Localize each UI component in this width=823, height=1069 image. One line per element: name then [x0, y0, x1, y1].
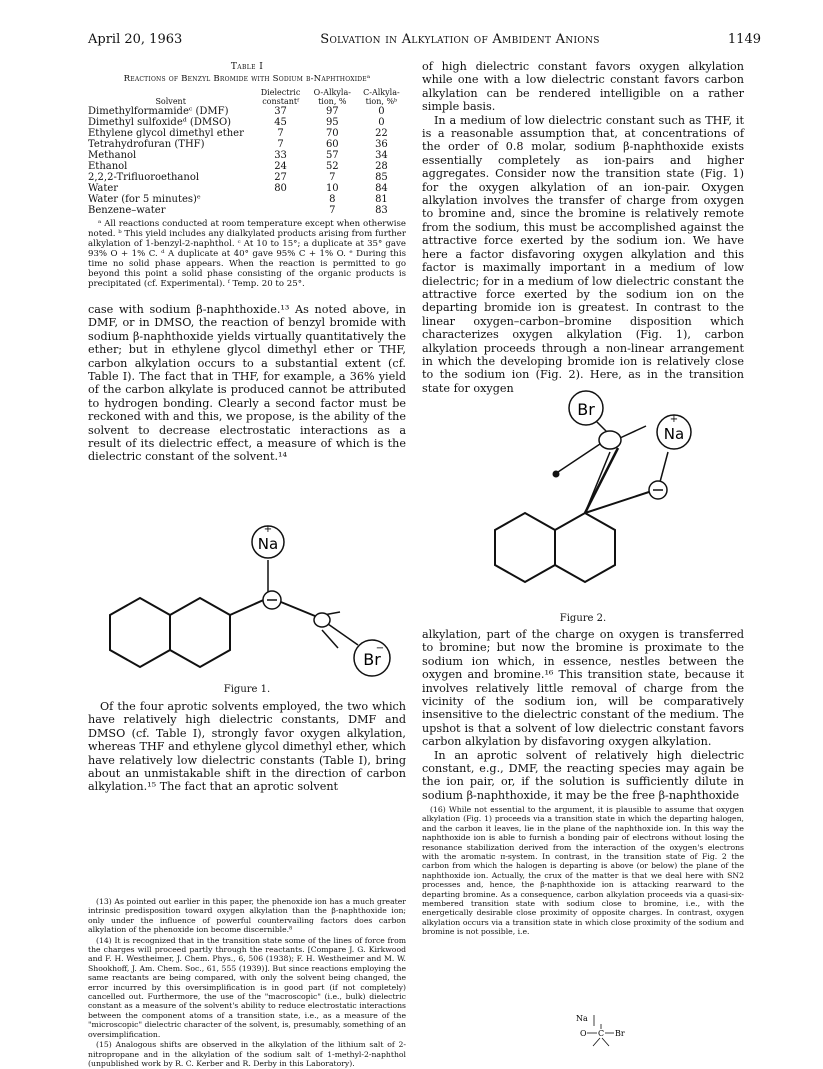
footnote: (15) Analogous shifts are observed in the alkylation of the lithium salt of 2-nitropropane and in the alkylation of the sodium salt of 1-methyl-2-naphthol (unpublished work by R. C. Kerber and R. Derby in this Laboratory). — [88, 1040, 406, 1068]
naphthalene-ring-right — [170, 598, 230, 667]
table-cell: 37 — [274, 106, 287, 117]
table-cell: 95 — [325, 117, 339, 128]
carbon-atom — [599, 431, 621, 449]
naphthalene-ring-left — [495, 513, 555, 582]
footnote: (14) It is recognized that in the transition state some of the lines of force from the charges will proceed partly through the reactants. [Compare J. G. Kirkwood and F. H. Westheimer, J. Chem. Phys., 6, 506 (1938); F. H. Westheimer and M. W. Shookhoff, J. Am. Chem. Soc., 61, 555 (1939)]. But since reactions employing the same reactants are being compared, with only the solvent being changed, the error incurred by this oversimplification is in good part (if not completely) cancelled out. Furthermore, the use of the "macroscopic" (i.e., bulk) dielectric constant as a measure of the solvent's ability to reduce electrostatic interactions between the component atoms of a transition state, i.e., as a measure of the "microscopic" dielectric character of the solvent, is, presumably, something of an oversimplification. — [88, 935, 406, 1039]
sodium-label: Na — [663, 425, 685, 443]
bromine-label: Br — [363, 650, 381, 669]
table-cell: 84 — [375, 183, 388, 194]
table-cell: 7 — [277, 139, 284, 150]
page-number: 1149 — [727, 32, 761, 47]
table-cell: Ethylene glycol dimethyl ether — [88, 128, 244, 139]
table-col-header: Solvent — [155, 97, 186, 106]
figure-1-diagram — [100, 520, 400, 690]
body-paragraph: alkylation, part of the charge on oxygen is transferred to bromine; but now the bromine is proximate to the sodium ion which, in essence, nestles between the oxygen and bromine.¹⁶ This transition state, because it involves relatively little removal of charge from the vicinity of the sodium ion, will be comparatively insensitive to the dielectric constant of the medium. The upshot is that a solvent of low dielectric constant favors carbon alkylation by disfavoring oxygen alkylation. — [422, 628, 744, 749]
naphthalene-ring-right — [555, 513, 615, 582]
table-row — [88, 139, 406, 150]
figure-2-caption: Figure 2. — [559, 613, 607, 624]
table-cell: 97 — [325, 106, 339, 117]
table-cell: Methanol — [88, 150, 137, 161]
left-column-top — [88, 60, 406, 464]
table-col-header: O-Alkyla-tion, % — [313, 88, 351, 106]
svg-text:+: + — [263, 524, 273, 535]
table-row — [88, 128, 406, 139]
table-cell: 28 — [375, 161, 388, 172]
table-cell: 83 — [375, 205, 388, 216]
table-title: Reactions of Benzyl Bromide with Sodium β-Naphthoxideᵃ — [123, 74, 371, 84]
table-cell — [253, 205, 307, 216]
footnote: (13) As pointed out earlier in this paper, the phenoxide ion has a much greater intrinsic predisposition toward oxygen alkylation than the β-naphthoxide ion; only under the influence of powerful countervailing factors does carbon alkylation of the phenoxide ion become discernible.⁸ — [88, 897, 406, 935]
table-cell: Dimethylformamideᶜ (DMF) — [88, 106, 229, 117]
table-footnote: ᵃ All reactions conducted at room temperature except when otherwise noted. ᵇ This yield includes any dialkylated products arising from further alkylation of 1-benzyl-2-naphthol. ᶜ At 10 to 15°; a duplicate at 35° gave 93% O + 1% C. ᵈ A duplicate at 40° gave 95% C + 1% O. ᵉ During this time no solid phase appears. When the reaction is permitted to go beyond this point a solid phase consisting of the organic products is precipitated (cf. Experimental). ᶠ Temp. 20 to 25°. — [88, 219, 406, 289]
header-date: April 20, 1963 — [88, 32, 183, 47]
table-cell: Water — [88, 183, 119, 194]
table-cell: 7 — [329, 205, 336, 216]
footnote: (16) While not essential to the argument, it is plausible to assume that oxygen alkylation (Fig. 1) proceeds via a transition state in which the departing halogen, and the carbon it leaves, lie in the plane of the naphthoxide ion. In this way the naphthoxide ion is able to furnish a bonding pair of electrons without losing the resonance stabilization derived from the interaction of the oxygen's electrons with the aromatic π-system. In contrast, in the transition state of Fig. 2 the carbon from which the halogen is departing is above (or below) the plane of the naphthoxide ion. Actually, the crux of the matter is that we deal here with SN2 processes and, hence, the β-naphthoxide ion is attacking rearward to the departing bromine. As a consequence, carbon alkylation proceeds via a quasi-six-membered transition state with sodium close to bromine, i.e., with the energetically desirable close proximity of opposite charges. In contrast, oxygen alkylation occurs via a transition state in which close proximity of the sodium and bromine is not possible, i.e. — [422, 805, 744, 937]
table-row — [88, 172, 406, 183]
figure-1-caption: Figure 1. — [223, 684, 271, 695]
table-cell: 7 — [329, 172, 336, 183]
table-cell: 34 — [375, 150, 388, 161]
carbon-atom — [314, 613, 330, 627]
table-cell: 22 — [375, 128, 388, 139]
table-cell: Tetrahydrofuran (THF) — [88, 139, 205, 150]
table-col-header: Dielectric constantᶠ — [260, 88, 301, 106]
body-paragraph: Of the four aprotic solvents employed, the two which have relatively high dielectric constants, DMF and DMSO (cf. Table I), strongly favor oxygen alkylation, whereas THF and ethylene glycol dimethyl ether, which have relatively low dielectric constants (Table I), bring about an unmistakable shift in the direction of carbon alkylation.¹⁵ The fact that an aprotic solvent — [88, 700, 406, 794]
header-title: Solvation in Alkylation of Ambident Anions — [320, 32, 600, 47]
inset-c: C — [598, 1029, 605, 1038]
table-cell: Benzene–water — [88, 205, 166, 216]
table-cell: 85 — [375, 172, 388, 183]
body-paragraph: In a medium of low dielectric constant such as THF, it is a reasonable assumption that, at concentrations of the order of 0.8 molar, sodium β-naphthoxide exists essentially completely as ion-pairs and higher aggregates. Consider now the transition state (Fig. 1) for the oxygen alkylation of an ion-pair. Oxygen alkylation involves the transfer of charge from oxygen to bromine and, since the bromine is relatively remote from the sodium, this must be accomplished against the attractive force exerted by the sodium ion. We have here a factor disfavoring oxygen alkylation and this factor is maximally important in a medium of low dielectric; for in a medium of low dielectric constant the attractive force exerted by the sodium ion on the departing bromide ion is greatest. In contrast to the linear oxygen–carbon–bromine disposition which characterizes oxygen alkylation (Fig. 1), carbon alkylation proceeds through a non-linear arrangement in which the developing bromide ion is relatively close to the sodium ion (Fig. 2). Here, as in the transition state for oxygen — [422, 113, 744, 395]
table-cell: 81 — [375, 194, 388, 205]
table-row — [88, 183, 406, 194]
table-row — [88, 194, 406, 205]
table-row — [88, 150, 406, 161]
table-cell: 0 — [378, 106, 385, 117]
svg-text:−: − — [375, 643, 385, 654]
table-cell: Dimethyl sulfoxideᵈ (DMSO) — [88, 117, 232, 128]
table-label: Table I — [230, 62, 264, 72]
table-cell: 8 — [329, 194, 336, 205]
table-col-header: C-Alkyla-tion, %ᵇ — [363, 88, 400, 106]
bromine-label: Br — [577, 400, 595, 419]
table-cell: 27 — [274, 172, 287, 183]
table-cell: Water (for 5 minutes)ᵉ — [88, 194, 201, 205]
inset-structure-diagram — [574, 1012, 634, 1058]
table-cell: 2,2,2-Trifluoroethanol — [88, 172, 200, 183]
body-paragraph: case with sodium β-naphthoxide.¹³ As noted above, in DMF, or in DMSO, the reaction of benzyl bromide with sodium β-naphthoxide yields virtually quantitatively the ether; but in ethylene glycol dimethyl ether or THF, carbon alkylation occurs to a substantial extent (cf. Table I). The fact that in THF, for example, a 36% yield of the carbon alkylate is produced cannot be attributed to hydrogen bonding. Clearly a second factor must be reckoned with and this, we propose, is the ability of the solvent to decrease electrostatic interactions as a result of its dielectric effect, a measure of which is the dielectric constant of the solvent.¹⁴ — [88, 303, 406, 464]
table-cell — [253, 194, 307, 205]
table-cell: 33 — [274, 150, 287, 161]
right-column-top — [422, 60, 744, 395]
table-header-row — [88, 88, 406, 106]
table-row — [88, 106, 406, 117]
sodium-label: Na — [257, 535, 279, 553]
naphthalene-ring-left — [110, 598, 170, 667]
table-cell: 10 — [325, 183, 339, 194]
table-cell: 24 — [274, 161, 287, 172]
table-cell: 80 — [274, 183, 287, 194]
table-cell: 70 — [325, 128, 339, 139]
inset-na: Na — [576, 1014, 588, 1023]
reaction-table — [88, 88, 406, 216]
body-paragraph: In an aprotic solvent of relatively high dielectric constant, e.g., DMF, the reacting species may again be the ion pair, or, if the solution is sufficiently dilute in sodium β-naphthoxide, it may be the free β-naphthoxide — [422, 748, 744, 802]
table-row — [88, 161, 406, 172]
inset-br: Br — [615, 1029, 625, 1038]
right-column-bottom — [422, 628, 744, 802]
table-row — [88, 205, 406, 216]
table-cell: 52 — [325, 161, 339, 172]
figure-2-diagram — [470, 390, 740, 610]
table-cell: 45 — [274, 117, 287, 128]
table-cell: 57 — [325, 150, 339, 161]
left-column-bottom — [88, 700, 406, 794]
footnotes-right — [422, 805, 744, 938]
table-cell: 0 — [378, 117, 385, 128]
table-cell: Ethanol — [88, 161, 128, 172]
svg-text:+: + — [669, 414, 679, 425]
table-row — [88, 117, 406, 128]
table-cell: 7 — [277, 128, 284, 139]
body-paragraph: of high dielectric constant favors oxygen alkylation while one with a low dielectric constant favors carbon alkylation can be rendered intelligible on a rather simple basis. — [422, 60, 744, 114]
footnotes-left — [88, 897, 406, 1069]
table-cell: 60 — [325, 139, 339, 150]
inset-o: O — [580, 1029, 587, 1038]
table-cell: 36 — [375, 139, 388, 150]
